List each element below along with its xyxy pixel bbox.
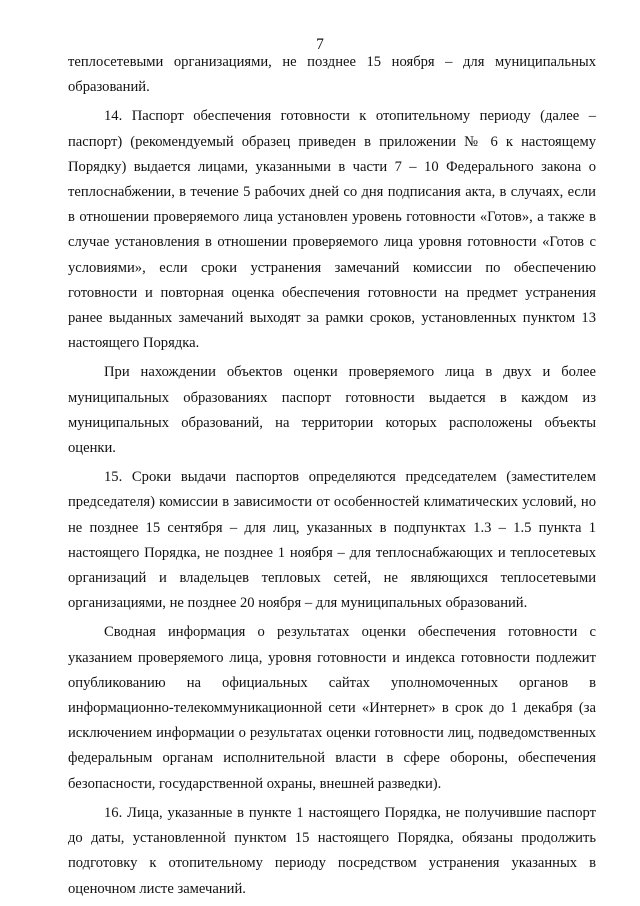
paragraph-item-15: 15. Сроки выдачи паспортов определяются председателем (заместителем председателя) комиссии в зависимости от особенностей климатических условий, но не позднее 15 сентября – для лиц, указанных в подпунктах 1.3 – 1.5 пункта 1 настоящего Порядка, не позднее 1 ноября – для теплоснабжающих и теплосетевых организаций и владельцев тепловых сетей, не являющихся теплосетевыми организациями, не позднее 20 ноября – для муниципальных образований. (68, 469, 596, 612)
paragraph-item-16: 16. Лица, указанные в пункте 1 настоящего Порядка, не получившие паспорт до даты, установленной пунктом 15 настоящего Порядка, обязаны продолжить подготовку к отопительному периоду посредством устранения указанных в оценочном листе замечаний. (68, 804, 596, 897)
paragraph-item-14: 14. Паспорт обеспечения готовности к отопительному периоду (далее – паспорт) (рекомендуемый образец приведен в приложении № 6 к настоящему Порядку) выдается лицами, указанными в части 7 – 10 Федерального закона о теплоснабжении, в течение 5 рабочих дней со дня подписания акта, в случаях, если в отношении проверяемого лица установлен уровень готовности «Готов», а также в случае установления в отношении проверяемого лица уровня готовности «Готов с условиями», если сроки устранения замечаний комиссии по обеспечению готовности и повторная оценка обеспечения готовности на предмет устранения ранее выданных замечаний выходят за рамки сроков, установленных пунктом 13 настоящего Порядка. (68, 108, 596, 352)
paragraph-multiple-municipalities: При нахождении объектов оценки проверяемого лица в двух и более муниципальных образованиях паспорт готовности выдается в каждом из муниципальных образований, на территории которых расположены объекты оценки. (68, 364, 596, 457)
page-number: 7 (316, 36, 324, 53)
document-body (68, 50, 596, 906)
paragraph-continuation: теплосетевыми организациями, не позднее 15 ноября – для муниципальных образований. (68, 54, 596, 96)
paragraph-summary-info: Сводная информация о результатах оценки обеспечения готовности с указанием проверяемого лица, уровня готовности и индекса готовности подлежит опубликованию на официальных сайтах уполномоченных органов в информационно-телекоммуникационной сети «Интернет» в срок до 1 декабря (за исключением информации о результатах оценки готовности лиц, подведомственных федеральным органам исполнительной власти в сфере обороны, обеспечения безопасности, государственной охраны, внешней разведки). (68, 624, 596, 792)
